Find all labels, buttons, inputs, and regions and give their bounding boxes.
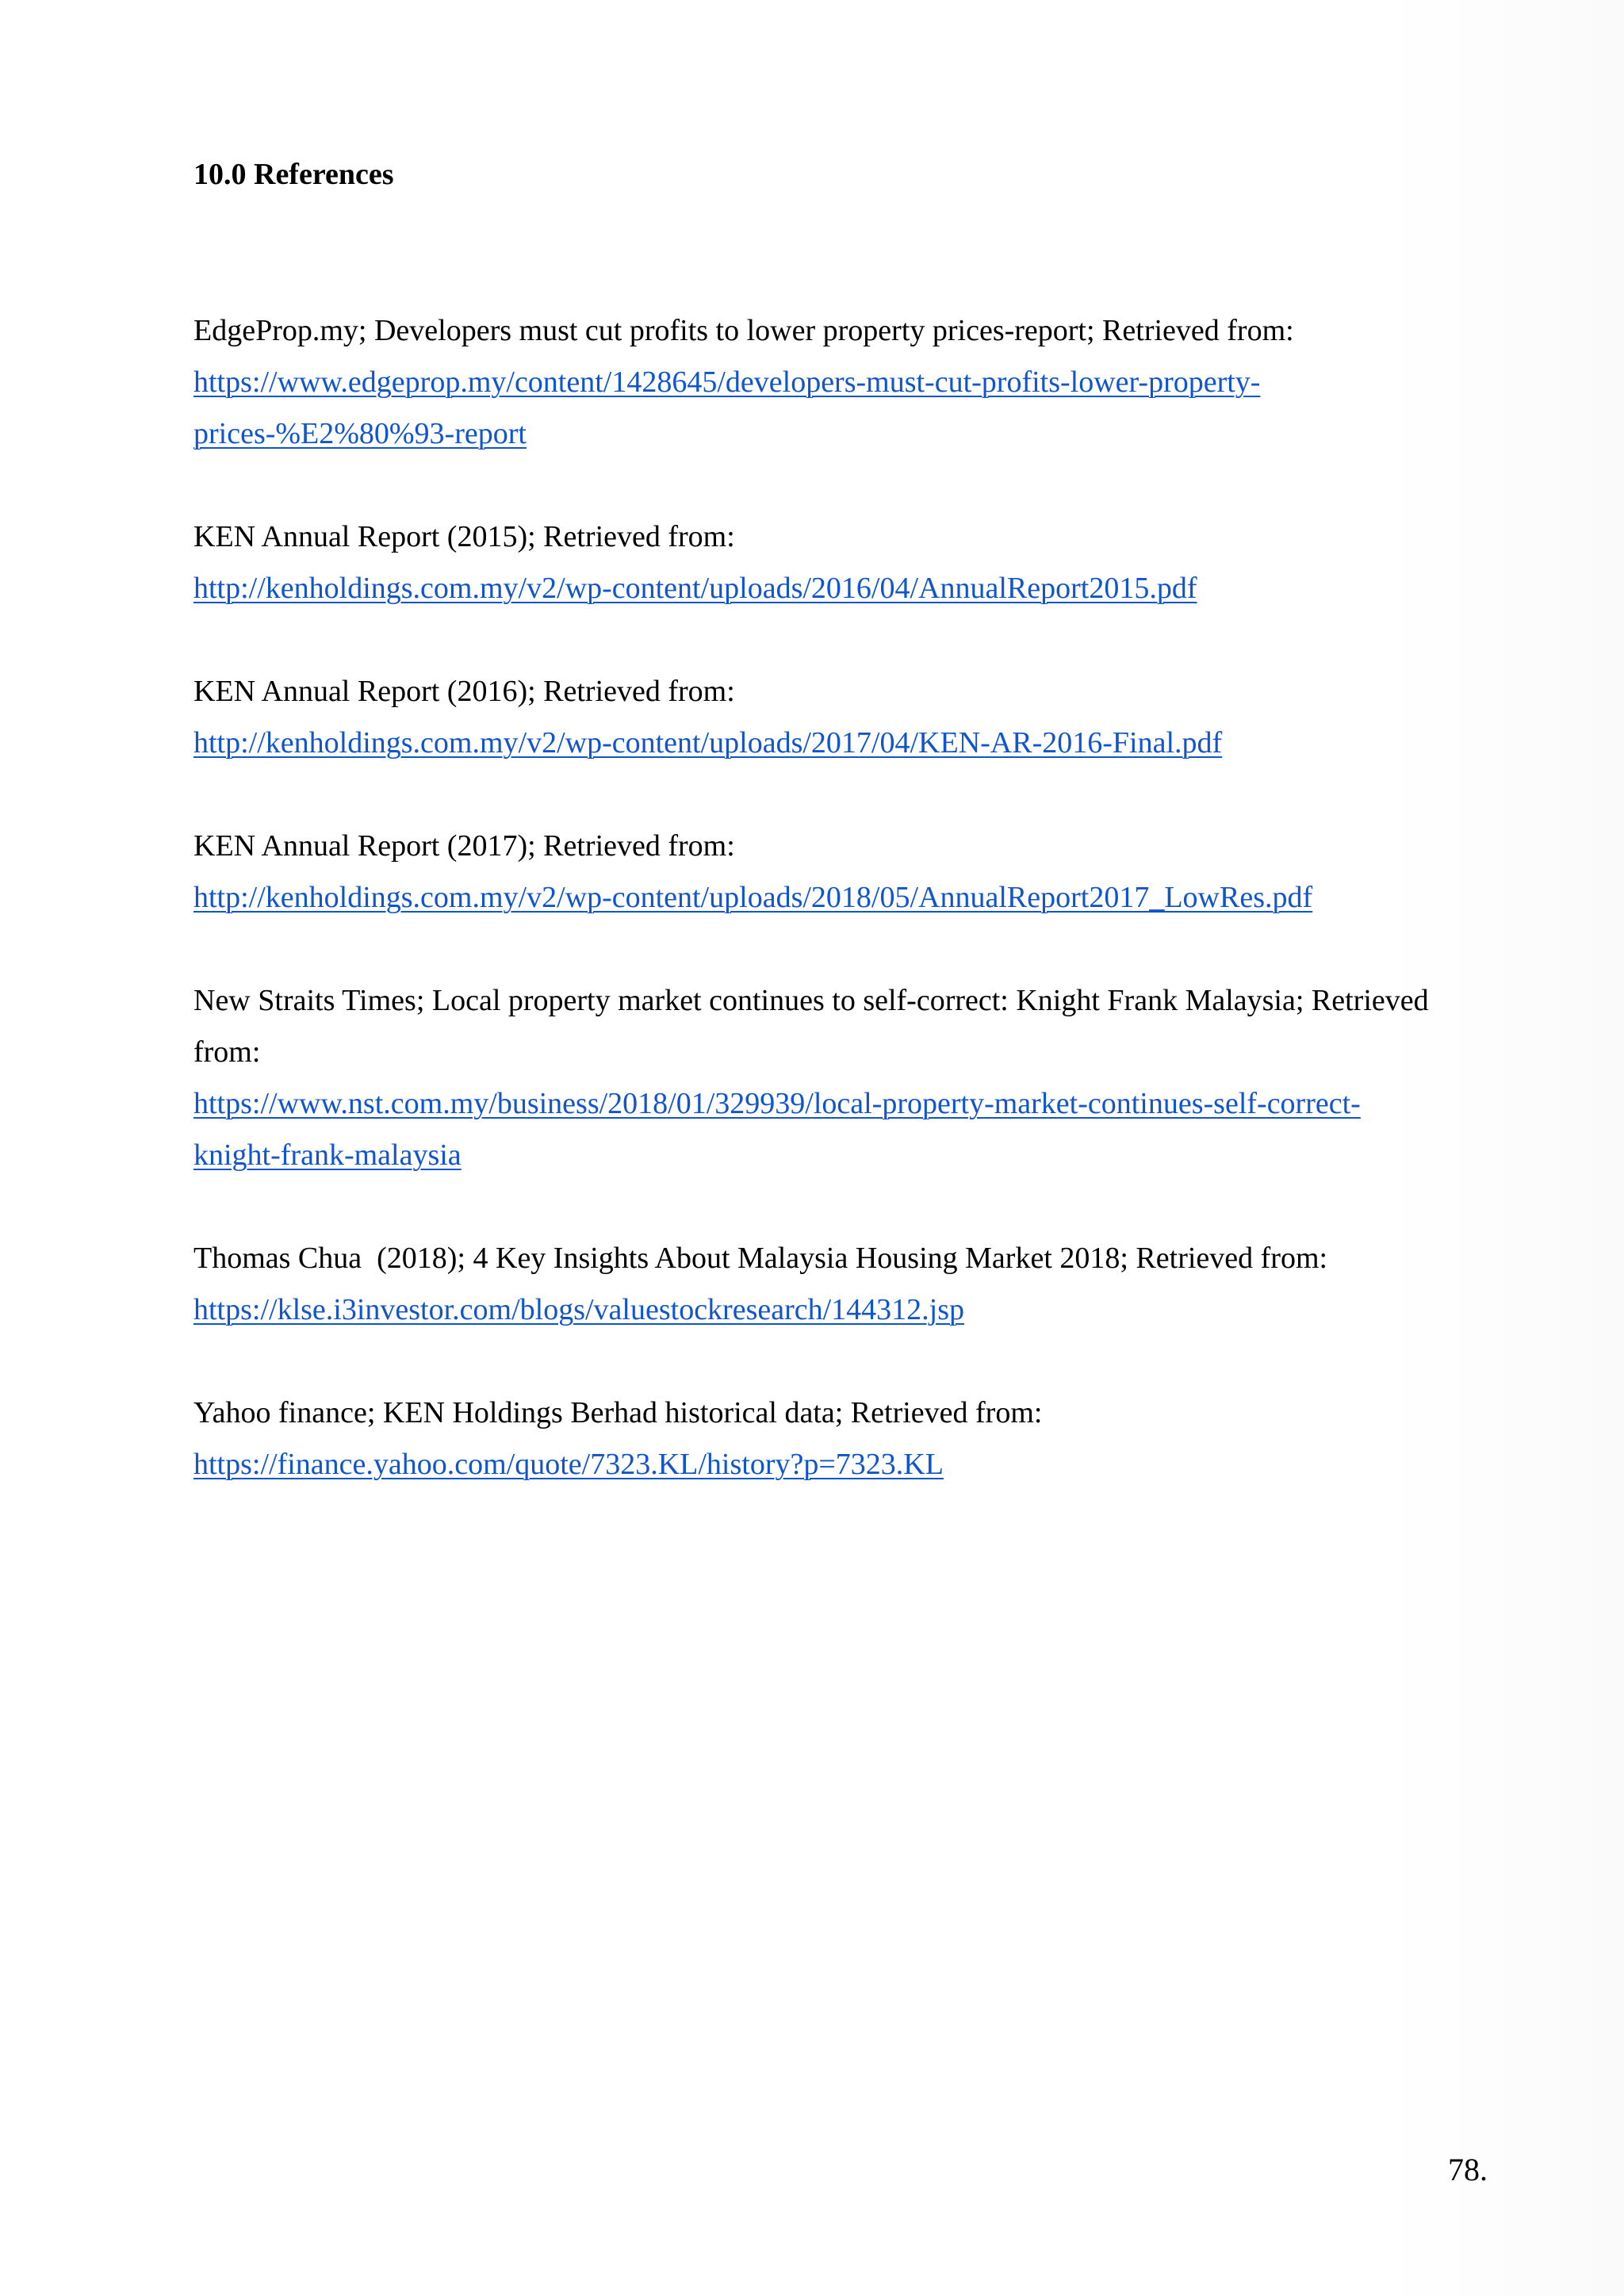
reference-text: EdgeProp.my; Developers must cut profits to lower property prices-report; Retrieved from: bbox=[193, 314, 1294, 347]
reference-link[interactable]: prices-%E2%80%93-report bbox=[193, 417, 527, 450]
reference-link[interactable]: https://www.nst.com.my/business/2018/01/329939/local-property-market-continues-self-correct- bbox=[193, 1087, 1361, 1120]
page-number: 78. bbox=[1448, 2152, 1488, 2187]
reference-list bbox=[193, 305, 1494, 1542]
reference-text: Yahoo finance; KEN Holdings Berhad historical data; Retrieved from: bbox=[193, 1396, 1043, 1429]
reference-link[interactable]: https://finance.yahoo.com/quote/7323.KL/history?p=7323.KL bbox=[193, 1448, 944, 1481]
reference-text: New Straits Times; Local property market continues to self-correct: Knight Frank Malaysia; Retrieved bbox=[193, 984, 1429, 1017]
reference-item bbox=[193, 305, 1494, 460]
reference-text: from: bbox=[193, 1035, 261, 1069]
reference-item bbox=[193, 511, 1494, 614]
reference-item bbox=[193, 666, 1494, 769]
section-heading: 10.0 References bbox=[193, 158, 394, 191]
reference-link[interactable]: http://kenholdings.com.my/v2/wp-content/uploads/2017/04/KEN-AR-2016-Final.pdf bbox=[193, 726, 1223, 760]
reference-link[interactable]: knight-frank-malaysia bbox=[193, 1138, 462, 1172]
reference-text: KEN Annual Report (2015); Retrieved from: bbox=[193, 520, 735, 553]
reference-text: KEN Annual Report (2016); Retrieved from: bbox=[193, 675, 735, 708]
reference-link[interactable]: https://klse.i3investor.com/blogs/valuestockresearch/144312.jsp bbox=[193, 1293, 965, 1326]
reference-item bbox=[193, 821, 1494, 924]
reference-link[interactable]: http://kenholdings.com.my/v2/wp-content/uploads/2018/05/AnnualReport2017_LowRes.pdf bbox=[193, 881, 1313, 914]
reference-link[interactable]: https://www.edgeprop.my/content/1428645/developers-must-cut-profits-lower-property- bbox=[193, 365, 1261, 399]
reference-item bbox=[193, 1387, 1494, 1490]
reference-text: Thomas Chua (2018); 4 Key Insights About Malaysia Housing Market 2018; Retrieved from: bbox=[193, 1242, 1328, 1275]
reference-link[interactable]: http://kenholdings.com.my/v2/wp-content/uploads/2016/04/AnnualReport2015.pdf bbox=[193, 572, 1197, 605]
reference-item bbox=[193, 1233, 1494, 1336]
reference-item bbox=[193, 975, 1494, 1181]
reference-text: KEN Annual Report (2017); Retrieved from: bbox=[193, 829, 735, 863]
